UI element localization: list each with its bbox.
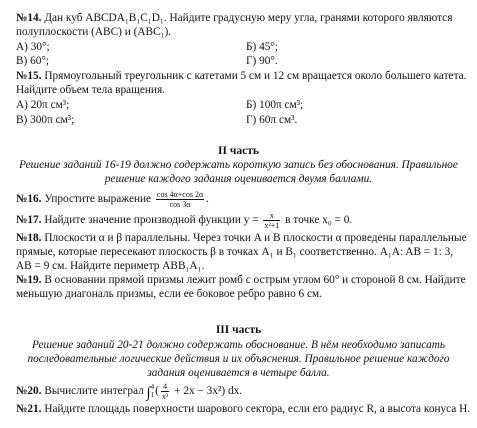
q20-text: Вычислите интеграл <box>44 385 144 397</box>
q18-line3 <box>16 260 469 273</box>
q15-text-cont: Найдите объем тела вращения. <box>16 84 165 96</box>
integral-lower-limit: 1 <box>150 391 155 400</box>
q16-fraction <box>156 190 204 209</box>
q18-text: Плоскости α и β параллельны. Через точки A и B плоскости α проведены параллельные <box>44 232 467 244</box>
q16-fraction-numerator: cos 4α+cos 2α <box>156 189 204 199</box>
q18-number: №18. <box>16 232 42 244</box>
q17-number: №17. <box>16 214 42 226</box>
integral-upper-limit: 4 <box>150 383 155 392</box>
q16-line <box>16 187 469 211</box>
q15-option-b: Б) 100π см³; <box>246 99 304 111</box>
part3-description-line2: последовательные логические действия и их объяснения. Правильное решение каждого <box>27 353 450 365</box>
integral-sign: ∫ <box>146 385 151 401</box>
q21-number: №21. <box>16 403 42 415</box>
q14-text-cont: полуплоскости (ABC) и (ABC₁). <box>16 26 172 38</box>
part2-description-line1: Решение заданий 16-19 должно содержать короткую запись без обоснования. Правильное <box>19 159 458 171</box>
q18-text-cont: прямые, которые пересекают плоскость β в точках A₁ и B₁ соответственно. A₁A: AB = 1: 3, <box>16 246 454 258</box>
q17-line <box>16 210 469 230</box>
q18-line1 <box>16 232 469 245</box>
part3-title: III часть <box>215 324 262 336</box>
q14-line1 <box>16 12 469 25</box>
q14-text: Дан куб ABCDA₁B₁C₁D₁. Найдите градусную меру угла, гранями которого являются <box>44 12 453 24</box>
q17-end: в точке x₀ = 0. <box>285 214 353 226</box>
q17-fraction-numerator: x <box>263 211 280 221</box>
integral-limits <box>151 383 155 399</box>
q19-line2 <box>16 288 469 301</box>
q20-line <box>16 380 469 402</box>
q15-text: Прямоугольный треугольник с катетами 5 см и 12 см вращается около большего катета. <box>44 70 467 82</box>
q15-option-a: А) 20π см³; <box>16 99 70 111</box>
q20-fraction-numerator: 4 <box>161 382 169 392</box>
q21-text: Найдите площадь поверхности шарового сектора, если его радиус R, а высота конуса H. <box>44 403 471 415</box>
q14-option-c: В) 60°; <box>16 55 50 67</box>
q17-fraction-denominator: x²+1 <box>264 220 280 230</box>
q16-number: №16. <box>16 193 42 205</box>
q14-number: №14. <box>16 12 42 24</box>
q16-end: . <box>206 193 209 205</box>
q18-line2 <box>16 246 469 259</box>
q20-expr-open: ( <box>155 385 159 397</box>
q19-text: В основании прямой призмы лежит ромб с острым углом 60° и стороной 8 см. Найдите <box>44 274 466 286</box>
q20-number: №20. <box>16 385 42 397</box>
q14-option-a: А) 30°; <box>16 41 50 53</box>
q17-fraction <box>263 211 280 230</box>
q15-options-row1 <box>16 99 469 112</box>
q19-line1 <box>16 274 469 287</box>
q20-expr-rest: + 2x − 3x²) dx. <box>174 385 243 397</box>
q21-line <box>16 403 469 416</box>
q19-number: №19. <box>16 274 42 286</box>
q15-line2 <box>16 84 469 97</box>
q15-option-c: В) 300π см³; <box>16 114 75 126</box>
part2-description-line2: решение каждого задания оценивается двумя баллами. <box>104 173 373 185</box>
q16-text: Упростите выражение <box>44 193 152 205</box>
q18-text-end: AB = 9 см. Найдите периметр ABB₁A₁. <box>16 260 205 272</box>
part3-description-line3: задания оценивается в четыре балла. <box>147 367 330 379</box>
q15-line1 <box>16 70 469 83</box>
q15-number: №15. <box>16 70 42 82</box>
q14-options-row1 <box>16 41 469 54</box>
q15-options-row2 <box>16 114 469 127</box>
part2-title: II часть <box>218 145 259 157</box>
q14-option-b: Б) 45°; <box>246 41 279 53</box>
q14-option-d: Г) 90°. <box>246 55 278 67</box>
part3-description-line1: Решение заданий 20-21 должно содержать обоснование. В нём необходимо записать <box>31 339 446 351</box>
q15-option-d: Г) 60π см³. <box>246 114 298 126</box>
q20-fraction-denominator: x² <box>161 391 169 401</box>
q20-fraction <box>161 382 169 401</box>
q16-fraction-denominator: cos 3α <box>169 199 191 209</box>
q19-text-cont: меньшую диагональ призмы, если ее боковое ребро равно 6 см. <box>16 288 322 300</box>
q14-options-row2 <box>16 55 469 68</box>
q17-text: Найдите значение производной функции y = <box>44 214 259 226</box>
q14-line2 <box>16 26 469 39</box>
